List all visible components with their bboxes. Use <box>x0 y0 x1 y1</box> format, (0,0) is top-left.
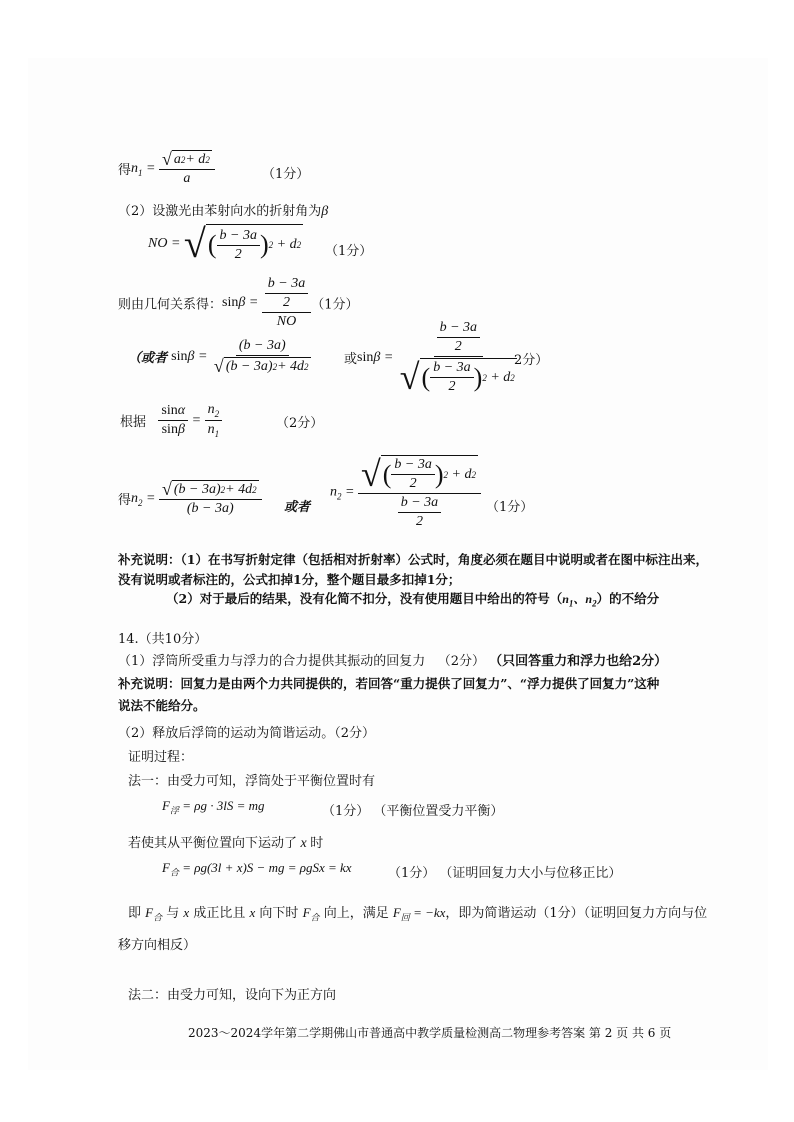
method1-text: 法一：由受力可知，浮筒处于平衡位置时有 <box>128 774 376 789</box>
n2-prefix: 得 <box>118 493 132 508</box>
q14-p1-note: （只回答重力和浮力也给2分） <box>489 654 668 669</box>
NO-formula: NO = √ ( $\frac{b - 3a}{2}$ ) 2 + d 2 <box>148 221 302 266</box>
x-symbol: x <box>297 836 311 851</box>
n1-score: （1分） <box>262 167 310 182</box>
note1-symbols: $n_1$、$n_2$ <box>562 592 597 609</box>
eq2-line-tail <box>388 862 621 881</box>
n1-formula: $n_1$ = √ a 2 + d 2 a <box>131 161 215 176</box>
conclusion-line2: 移方向相反） <box>118 938 197 953</box>
part2-heading <box>118 200 328 220</box>
concl-e: 向上，满足 <box>323 906 389 921</box>
q14-p1-score: （2分） <box>437 654 485 669</box>
note2-line2: 说法不能给分。 <box>118 698 206 713</box>
concl-b: 与 <box>166 906 180 921</box>
move-text <box>128 832 323 852</box>
sinb-prefix: 则由几何关系得： <box>118 297 223 313</box>
concl-f: ，即为简谐运动（1分）（证明回复力方向与位 <box>445 906 708 921</box>
note1-line1: 补充说明：（1）在书写折射定律（包括相对折射率）公式时，角度必须在题目中说明或者在图中标注出来， <box>118 552 708 567</box>
concl-c: 成正比且 <box>193 906 246 921</box>
alt-formula-2: sinβ = $\frac{b - 3a}{2}$ √ ( $\frac{b - 3a}{2}$ ) 2 + d 2 <box>357 320 515 397</box>
n2-result-line <box>118 480 262 517</box>
alt-formula-1: sinβ = (b − 3a) √ (b − 3a) 2 + 4d 2 <box>171 338 309 376</box>
eq1-note: （平衡位置受力平衡） <box>373 804 504 819</box>
proof-label: 证明过程： <box>128 750 194 765</box>
concl-a: 即 <box>128 906 142 921</box>
n2-formula-1: $n_2$ = √ (b − 3a) 2 + 4d 2 (b − 3a) <box>131 491 262 506</box>
x-symbol-2: x <box>183 905 190 920</box>
f-he-1: $F_合$ <box>145 905 163 923</box>
sinb-score: （1分） <box>311 297 359 313</box>
eq1-line-tail <box>322 800 503 819</box>
sinb-line <box>118 276 359 330</box>
eq2-formula: $F_合 = \rho g(3l + x)S$ − mg = ρgSx = kx <box>162 860 352 878</box>
q14-p1 <box>118 650 667 669</box>
note2-line1: 补充说明：回复力是由两个力共同提供的，若回答“重力提供了回复力”、“浮力提供了回复力”这种 <box>118 676 660 691</box>
n2-or: 或者 <box>284 500 311 515</box>
note1-line2: 没有说明或者标注的，公式扣掉1分，整个题目最多扣掉1分； <box>118 572 461 587</box>
alt-prefix: （或者 <box>128 351 168 366</box>
NO-score: （1分） <box>325 244 373 259</box>
snell-score: （2分） <box>276 416 324 431</box>
snell-line <box>120 402 222 439</box>
eq1-formula: $F_浮 = \rho g \cdot 3lS$ = mg <box>162 798 265 816</box>
snell-prefix: 根据 <box>120 414 147 430</box>
snell-formula: $\frac{\sin\alpha}{\sin\beta}$ = $\frac{n_2}{n_1}$ <box>158 413 222 428</box>
n1-prefix: 得 <box>118 163 132 178</box>
n1-result-line <box>118 150 215 187</box>
note1-line3 <box>166 589 659 608</box>
q14-p2: （2）释放后浮筒的运动为简谐运动。（2分） <box>118 726 376 741</box>
n2-formula-2: $n_2$ = √ ( $\frac{b - 3a}{2}$ ) 2 + d 2 $\frac{b - 3a}{2}$ <box>330 455 481 530</box>
f-he-2: $F_合$ <box>302 905 320 923</box>
n2-score: （1分） <box>486 500 534 515</box>
q14-heading: 14.（共10分） <box>118 632 208 647</box>
beta-symbol: β <box>321 204 329 219</box>
alt-form-1 <box>128 338 314 375</box>
move-text-a: 若使其从平衡位置向下运动了 <box>128 836 298 851</box>
move-text-b: 时 <box>310 836 324 851</box>
method2-text: 法二：由受力可知，设向下为正方向 <box>128 988 337 1003</box>
q14-p1-text: （1）浮筒所受重力与浮力的合力提供其振动的回复力 <box>118 654 426 669</box>
concl-d: 向下时 <box>259 906 299 921</box>
x-symbol-3: x <box>249 905 256 920</box>
eq1-score: （1分） <box>322 804 370 819</box>
note1-line3-b: ）的不给分 <box>596 591 660 606</box>
alt-score: 2分） <box>514 353 549 368</box>
alt-or: 或 <box>344 352 358 367</box>
f-hui-formula: $F_回 = -kx$ <box>392 905 446 923</box>
eq2-score: （1分） <box>388 866 436 881</box>
sinb-formula: sinβ = $\frac{\frac{b - 3a}{2}}{NO}$ <box>222 295 311 310</box>
note1-line3-a: （2）对于最后的结果，没有化简不扣分，没有使用题目中给出的符号（ <box>166 591 563 606</box>
alt-form-2 <box>344 320 520 395</box>
page-footer: 2023～2024学年第二学期佛山市普通高中教学质量检测高二物理参考答案 第 2 页 共 6 页 <box>188 1026 672 1040</box>
eq2-note: （证明回复力大小与位移正比） <box>439 866 622 881</box>
conclusion-line1 <box>128 902 707 924</box>
part2-heading-text: （2）设激光由苯射向水的折射角为 <box>118 204 322 219</box>
